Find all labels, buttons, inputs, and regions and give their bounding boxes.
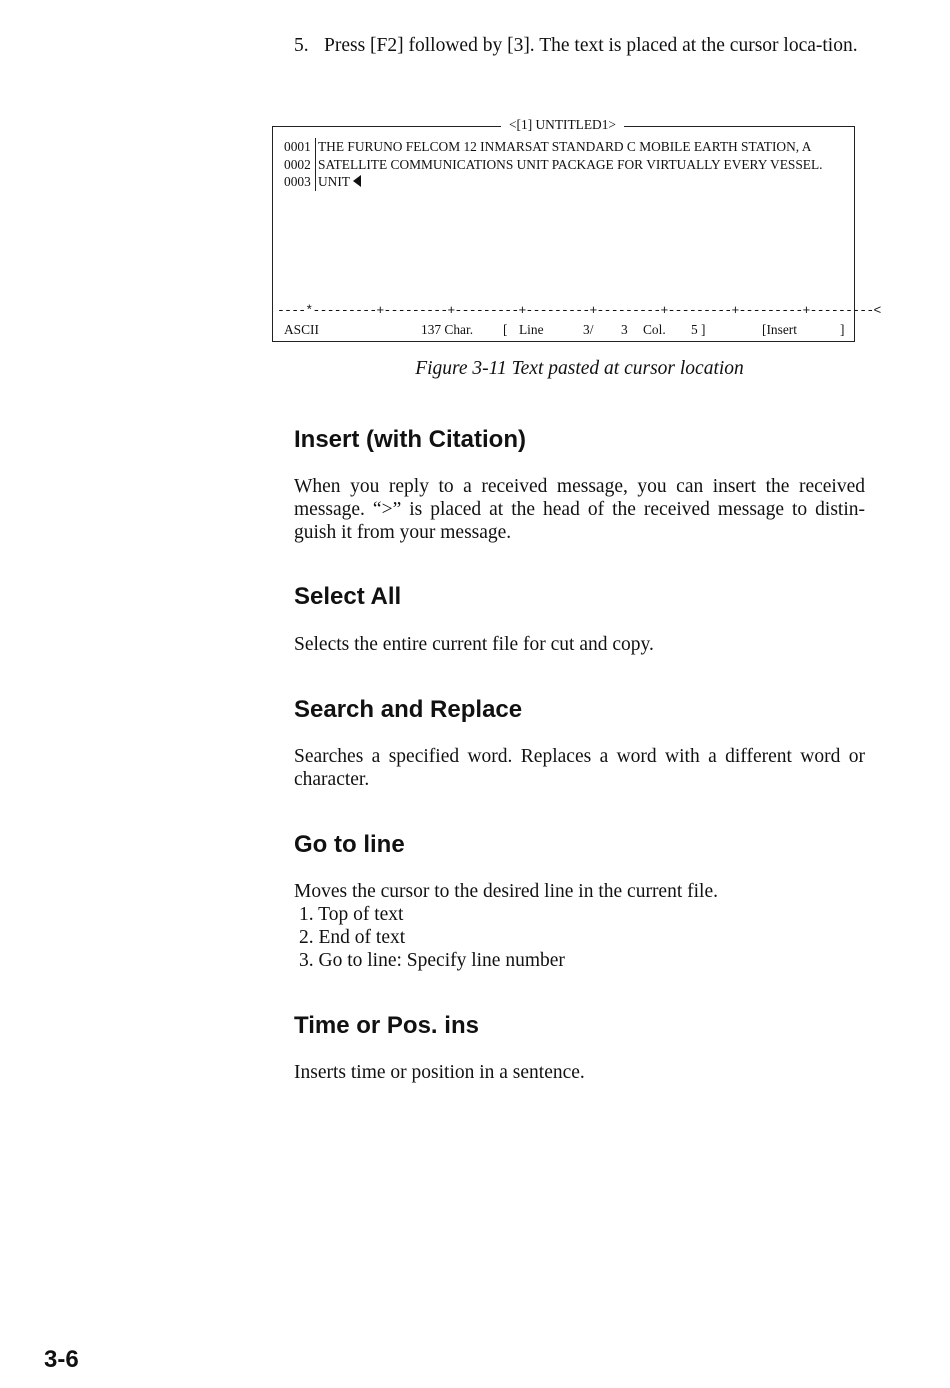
status-mode: [Insert: [762, 322, 797, 337]
paragraph: Searches a specified word. Replaces a word with a different word or character.: [294, 746, 865, 790]
status-bracket-close: ]: [840, 322, 845, 337]
paragraph: When you reply to a received message, you can insert the received message. “>” is placed at the head of the received message to distin-guish it from your message.: [294, 476, 865, 543]
status-char-count: 137 Char.: [421, 322, 474, 337]
body-time-or-pos-ins: [294, 1061, 865, 1084]
body-go-to-line: [294, 880, 865, 972]
list-item: 1. Top of text: [299, 904, 404, 925]
editor-line: [284, 138, 822, 156]
status-line-label: Line: [519, 322, 544, 337]
paragraph: Selects the entire current file for cut and copy.: [294, 634, 654, 655]
cursor-icon: [353, 175, 361, 187]
line-text-value: UNIT: [318, 174, 350, 189]
step-5: [294, 34, 866, 57]
line-text: SATELLITE COMMUNICATIONS UNIT PACKAGE FOR VIRTUALLY EVERY VESSEL.: [315, 156, 822, 174]
editor-title: <[1] UNTITLED1>: [501, 116, 624, 134]
paragraph: Inserts time or position in a sentence.: [294, 1062, 585, 1083]
status-col-value: 5 ]: [691, 322, 706, 337]
line-text-cursor-line: [315, 173, 361, 191]
editor-screen: [272, 117, 881, 342]
line-number: 0002: [284, 156, 311, 172]
step-text: Press [F2] followed by [3]. The text is placed at the cursor loca-tion.: [324, 35, 858, 56]
line-number: 0003: [284, 174, 311, 189]
heading-insert-with-citation: Insert (with Citation): [294, 426, 526, 453]
page-number: 3-6: [44, 1346, 79, 1373]
body-select-all: [294, 633, 865, 656]
status-bracket-open: [: [503, 322, 508, 337]
heading-search-and-replace: Search and Replace: [294, 696, 523, 723]
figure-caption: Figure 3-11 Text pasted at cursor location: [415, 358, 744, 379]
editor-line: [284, 156, 822, 174]
line-number: 0001: [284, 139, 311, 154]
list-item: 3. Go to line: Specify line number: [299, 950, 565, 971]
heading-go-to-line: Go to line: [294, 831, 405, 858]
status-encoding: ASCII: [284, 322, 319, 337]
heading-time-or-pos-ins: Time or Pos. ins: [294, 1012, 479, 1039]
status-line-total: 3: [621, 322, 628, 337]
editor-line: [284, 173, 822, 191]
line-text: THE FURUNO FELCOM 12 INMARSAT STANDARD C MOBILE EARTH STATION, A: [315, 138, 811, 156]
body-search-and-replace: [294, 745, 865, 791]
status-line-value: 3/: [583, 322, 594, 337]
status-col-label: Col.: [643, 322, 666, 337]
step-number: 5.: [294, 35, 309, 56]
body-insert-with-citation: [294, 475, 865, 544]
list-item: 2. End of text: [299, 927, 406, 948]
paragraph: Moves the cursor to the desired line in the current file.: [294, 881, 718, 902]
column-ruler: ----*---------+---------+---------+---------+---------+---------+---------+---------<: [277, 303, 881, 318]
heading-select-all: Select All: [294, 583, 402, 610]
editor-lines: [284, 138, 822, 191]
